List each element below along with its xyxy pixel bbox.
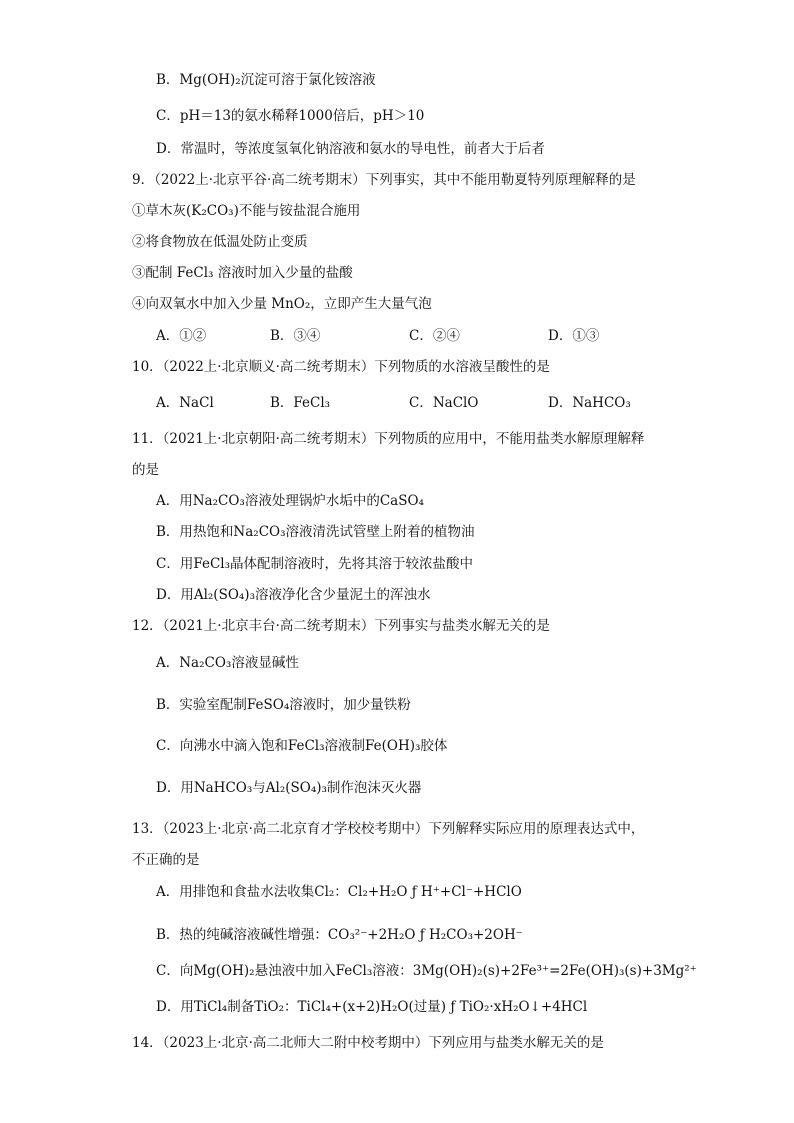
q8-option-b: B．Mg(OH)₂沉淀可溶于氯化铵溶液: [156, 72, 376, 88]
q10-option-c: C．NaClO: [409, 395, 479, 411]
q10-option-b: B．FeCl₃: [270, 395, 331, 411]
q13-option-c: C．向Mg(OH)₂悬浊液中加入FeCl₃溶液：3Mg(OH)₂(s)+2Fe³⁺=2Fe(OH)₃(s)+3Mg²⁺: [156, 963, 697, 979]
q12-option-a: A．Na₂CO₃溶液显碱性: [156, 655, 299, 671]
q13-option-a: A．用排饱和食盐水法收集Cl₂：Cl₂+H₂O ƒ H⁺+Cl⁻+HClO: [156, 884, 522, 900]
q10-stem: 10．（2022上·北京顺义·高二统考期末）下列物质的水溶液呈酸性的是: [132, 359, 550, 375]
q11-option-a: A．用Na₂CO₃溶液处理锅炉水垢中的CaSO₄: [156, 493, 424, 509]
q11-stem-line2: 的是: [132, 462, 159, 478]
q9-item-1: ①草木灰(K₂CO₃)不能与铵盐混合施用: [132, 203, 361, 219]
q13-option-d: D．用TiCl₄制备TiO₂：TiCl₄+(x+2)H₂O(过量) ƒ TiO₂·xH₂O↓+4HCl: [156, 999, 588, 1015]
q9-item-4: ④向双氧水中加入少量 MnO₂，立即产生大量气泡: [132, 296, 432, 312]
q10-option-a: A．NaCl: [156, 395, 214, 411]
q9-item-2: ②将食物放在低温处防止变质: [132, 234, 308, 250]
q11-option-d: D．用Al₂(SO₄)₃溶液净化含少量泥土的浑浊水: [156, 587, 431, 603]
q11-stem-line1: 11．（2021上·北京朝阳·高二统考期末）下列物质的应用中，不能用盐类水解原理解释: [132, 431, 645, 447]
q12-option-c: C．向沸水中滴入饱和FeCl₃溶液制Fe(OH)₃胶体: [156, 738, 448, 754]
q9-option-a: A．①②: [156, 328, 207, 344]
q9-option-c: C．②④: [409, 328, 460, 344]
q8-option-d: D．常温时，等浓度氢氧化钠溶液和氨水的导电性，前者大于后者: [156, 141, 545, 157]
q12-option-b: B．实验室配制FeSO₄溶液时，加少量铁粉: [156, 697, 411, 713]
q14-stem: 14．（2023上·北京·高二北师大二附中校考期中）下列应用与盐类水解无关的是: [132, 1035, 604, 1051]
q8-option-c: C．pH＝13的氨水稀释1000倍后，pH＞10: [156, 108, 425, 124]
q10-option-d: D．NaHCO₃: [548, 395, 631, 411]
q12-stem: 12．（2021上·北京丰台·高二统考期末）下列事实与盐类水解无关的是: [132, 618, 550, 634]
q9-item-3: ③配制 FeCl₃ 溶液时加入少量的盐酸: [132, 265, 353, 281]
q11-option-c: C．用FeCl₃晶体配制溶液时，先将其溶于较浓盐酸中: [156, 556, 474, 572]
q11-option-b: B．用热饱和Na₂CO₃溶液清洗试管壁上附着的植物油: [156, 524, 475, 540]
q13-stem-line2: 不正确的是: [132, 852, 200, 868]
q13-stem-line1: 13．（2023上·北京·高二北京育才学校校考期中）下列解释实际应用的原理表达式中，: [132, 821, 645, 837]
q9-option-b: B．③④: [270, 328, 321, 344]
q13-option-b: B．热的纯碱溶液碱性增强：CO₃²⁻+2H₂O ƒ H₂CO₃+2OH⁻: [156, 927, 523, 943]
q9-option-d: D．①③: [548, 328, 600, 344]
q9-stem: 9．（2022上·北京平谷·高二统考期末）下列事实，其中不能用勒夏特列原理解释的是: [132, 172, 636, 188]
q12-option-d: D．用NaHCO₃与Al₂(SO₄)₃制作泡沫灭火器: [156, 780, 422, 796]
